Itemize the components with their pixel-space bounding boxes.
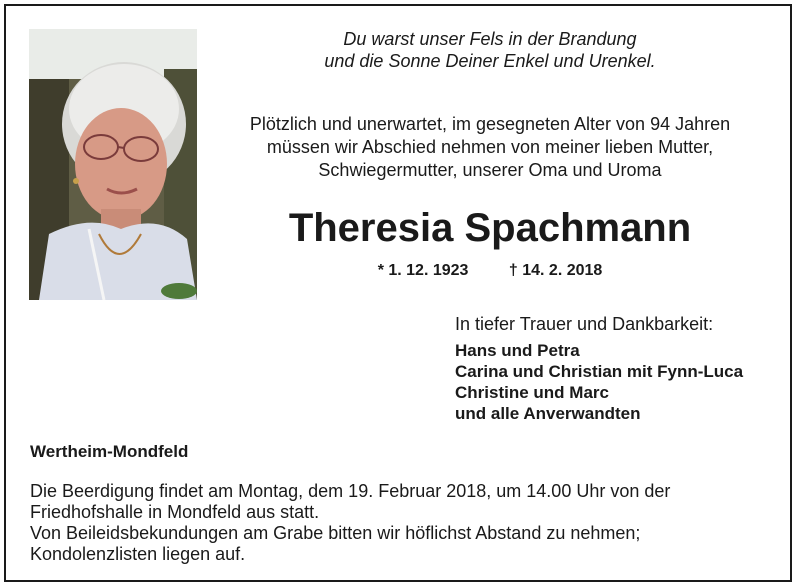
place-name: Wertheim-Mondfeld [30,442,189,461]
mourner-entry: Christine und Marc [455,383,609,402]
notice-line-3: Von Beileidsbekundungen am Grabe bitten wir höflichst Abstand zu nehmen; [30,523,641,543]
death-date: † 14. 2. 2018 [508,262,603,279]
intro-line-3: Schwiegermutter, unserer Oma und Uroma [318,160,662,180]
motto [240,28,740,72]
mourner-entry: Carina und Christian mit Fynn-Luca [455,362,744,381]
funeral-notice [30,481,770,565]
notice-line-2: Friedhofshalle in Mondfeld aus statt. [30,502,320,522]
birth-date: * 1. 12. 1923 [377,262,469,279]
mourners-heading: In tiefer Trauer und Dankbarkeit: [455,314,714,334]
deceased-name: Theresia Spachmann [288,206,692,250]
motto-line-2: und die Sonne Deiner Enkel und Urenkel. [324,51,656,71]
portrait-photo [29,29,197,300]
mourner-entry: und alle Anverwandten [455,404,641,423]
intro-line-2: müssen wir Abschied nehmen von meiner lieben Mutter, [266,137,714,157]
intro-line-1: Plötzlich und unerwartet, im gesegneten Alter von 94 Jahren [249,114,731,134]
mourners-list [455,340,743,424]
motto-line-1: Du warst unser Fels in der Brandung [343,29,637,49]
mourner-entry: Hans und Petra [455,341,580,360]
life-dates [240,261,740,281]
notice-line-4: Kondolenzlisten liegen auf. [30,544,246,564]
intro-text [225,113,755,182]
notice-line-1: Die Beerdigung findet am Montag, dem 19. Februar 2018, um 14.00 Uhr von der [30,481,671,501]
